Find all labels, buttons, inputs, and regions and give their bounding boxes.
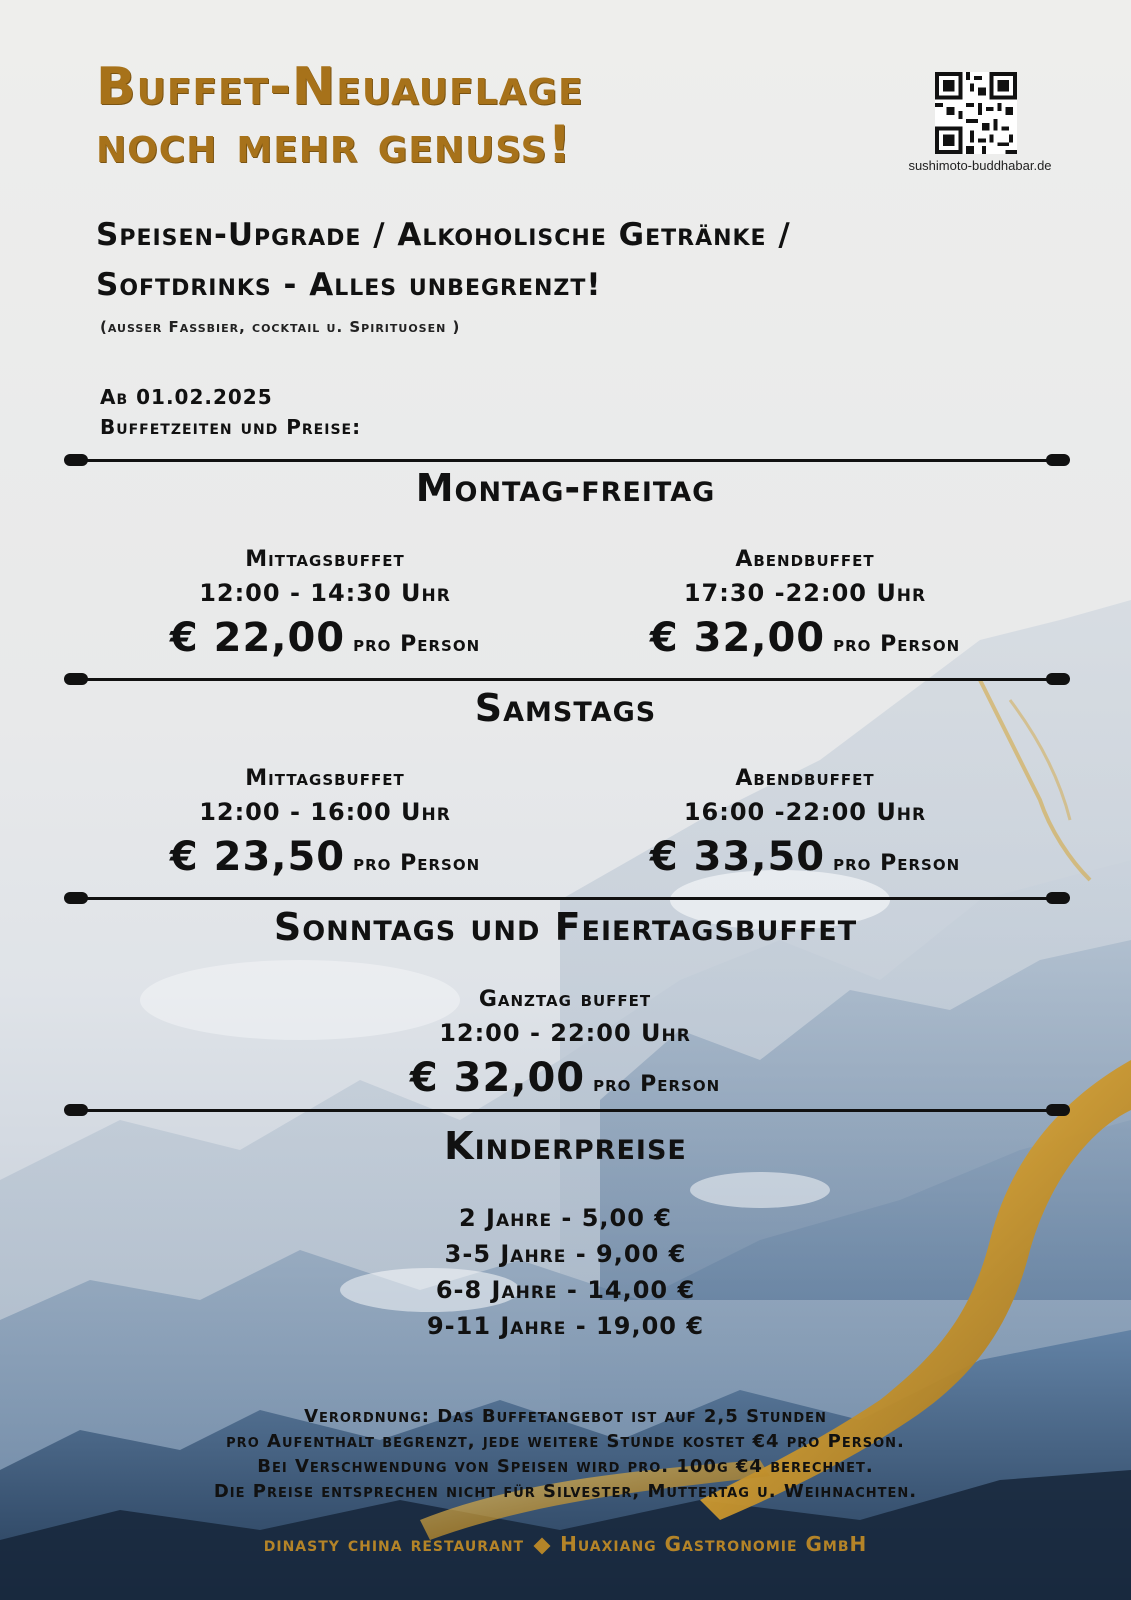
- offer-line-1: Speisen-Upgrade / Alkoholische Getränke /: [96, 217, 791, 253]
- weekday-dinner-per-person: pro Person: [833, 632, 961, 657]
- sunday-holiday-section-title: Sonntags und Feiertagsbuffet: [273, 905, 858, 949]
- offer-line-2: Softdrinks - Alles unbegrenzt!: [96, 267, 602, 303]
- qr-code-icon[interactable]: [935, 72, 1017, 154]
- weekday-lunch-time: 12:00 - 14:30 Uhr: [199, 579, 451, 607]
- kids-price-list: [0, 1200, 1131, 1344]
- kids-price-row: 9-11 Jahre - 19,00 €: [426, 1312, 705, 1340]
- weekday-lunch-name: Mittagsbuffet: [245, 547, 405, 572]
- title-line-1: Buffet-Neuauflage: [96, 57, 584, 117]
- website-url[interactable]: sushimoto-buddhabar.de: [908, 158, 1052, 173]
- divider: [64, 892, 1070, 904]
- saturday-dinner-time: 16:00 -22:00 Uhr: [683, 798, 927, 826]
- offer-headline: [96, 210, 791, 310]
- schedule-heading: Buffetzeiten und Preise:: [100, 415, 362, 439]
- regulation-line: pro Aufenthalt begrenzt, jede weitere Stunde kostet €4 pro Person.: [226, 1431, 905, 1452]
- saturday-lunch-price: € 23,50: [169, 834, 346, 880]
- footer-company-line: [0, 1532, 1131, 1556]
- sunday-allday-price-line: [345, 1051, 785, 1112]
- weekday-dinner-name: Abendbuffet: [735, 547, 875, 572]
- footer-company-name: Huaxiang Gastronomie GmbH: [560, 1532, 868, 1556]
- kids-prices-title: Kinderpreise: [444, 1124, 687, 1168]
- sunday-allday-per-person: pro Person: [593, 1072, 721, 1097]
- regulation-line: Die Preise entsprechen nicht für Silvester, Muttertag u. Weihnachten.: [213, 1481, 918, 1502]
- weekday-lunch-per-person: pro Person: [353, 632, 481, 657]
- saturday-dinner-price-line: [585, 830, 1025, 891]
- divider: [64, 454, 1070, 466]
- saturday-lunch-time: 12:00 - 16:00 Uhr: [199, 798, 451, 826]
- sunday-allday-block: [345, 985, 785, 1112]
- offer-exclusion-note: (ausser Fassbier, cocktail u. Spirituosen ): [100, 318, 461, 336]
- weekday-lunch-price: € 22,00: [169, 615, 346, 661]
- saturday-section-title: Samstags: [474, 686, 657, 730]
- validity-block: [100, 382, 361, 442]
- title-line-2: noch mehr genuss!: [96, 115, 573, 175]
- saturday-lunch-block: [105, 764, 545, 891]
- regulation-line: Verordnung: Das Buffetangebot ist auf 2,5 Stunden: [304, 1406, 827, 1427]
- weekday-lunch-block: [105, 545, 545, 672]
- weekday-lunch-price-line: [105, 611, 545, 672]
- divider: [64, 1104, 1070, 1116]
- weekday-section-title: Montag-freitag: [415, 466, 716, 510]
- footer-restaurant-name: dinasty china restaurant: [263, 1532, 525, 1556]
- saturday-dinner-per-person: pro Person: [833, 851, 961, 876]
- kids-price-row: 2 Jahre - 5,00 €: [458, 1204, 672, 1232]
- saturday-lunch-price-line: [105, 830, 545, 891]
- regulation-note: [0, 1404, 1131, 1504]
- divider: [64, 673, 1070, 685]
- saturday-lunch-name: Mittagsbuffet: [245, 766, 405, 791]
- diamond-icon: [534, 1537, 551, 1554]
- sunday-allday-price: € 32,00: [409, 1055, 586, 1101]
- weekday-dinner-price: € 32,00: [649, 615, 826, 661]
- weekday-dinner-time: 17:30 -22:00 Uhr: [683, 579, 927, 607]
- saturday-dinner-block: [585, 764, 1025, 891]
- kids-price-row: 3-5 Jahre - 9,00 €: [444, 1240, 687, 1268]
- saturday-dinner-price: € 33,50: [649, 834, 826, 880]
- saturday-lunch-per-person: pro Person: [353, 851, 481, 876]
- poster-title: [96, 58, 584, 174]
- sunday-allday-time: 12:00 - 22:00 Uhr: [439, 1019, 691, 1047]
- valid-from-date: Ab 01.02.2025: [100, 385, 273, 409]
- weekday-dinner-price-line: [585, 611, 1025, 672]
- regulation-line: Bei Verschwendung von Speisen wird pro. 100g €4 berechnet.: [257, 1456, 874, 1477]
- sunday-allday-name: Ganztag buffet: [478, 987, 652, 1012]
- weekday-dinner-block: [585, 545, 1025, 672]
- saturday-dinner-name: Abendbuffet: [735, 766, 875, 791]
- kids-price-row: 6-8 Jahre - 14,00 €: [435, 1276, 696, 1304]
